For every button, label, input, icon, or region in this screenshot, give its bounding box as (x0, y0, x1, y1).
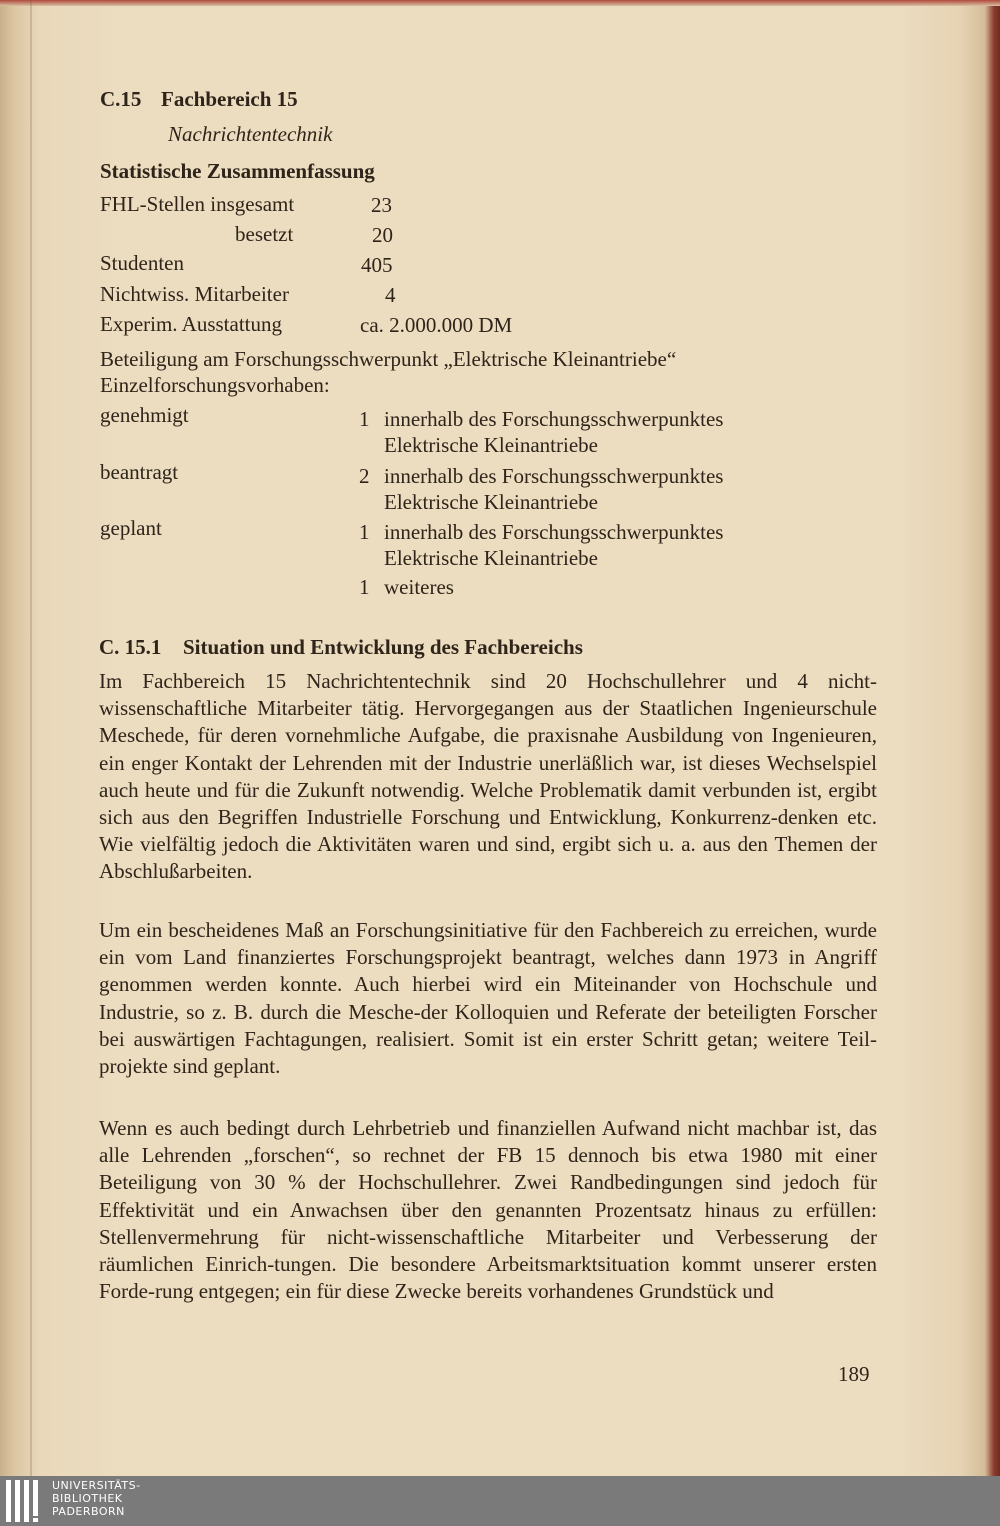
project-count: 1 (359, 520, 370, 544)
project-count: 1 (359, 407, 370, 431)
body-paragraph: Wenn es auch bedingt durch Lehrbetrieb und finanziellen Aufwand nicht machbar ist, das alle Lehrenden „forschen“, so rechnet der FB 15 dennoch bis etwa 1980 mit einer Beteiligung von 30 % der Hochschullehrer. Zwei Randbedingungen sind jedoch für Effektivität und ein Anwachsen über den genannten Prozentsatz hinaus zu erfüllen: Stellenvermehrung für nicht-wissenschaftliche Mitarbeiter und Verbesserung der räumlichen Einrich-tungen. Die besondere Arbeitsmarktsituation kommt unserer ersten Forde-rung entgegen; ein für diese Zwecke bereits vorhandenes Grundstück und (99, 1116, 877, 1304)
project-count: 2 (359, 464, 370, 488)
project-text: Elektrische Kleinantriebe (384, 433, 598, 457)
summary-label: FHL-Stellen insgesamt (100, 192, 295, 216)
subsection-code: C. 15.1 (99, 635, 162, 659)
summary-value: ca. 2.000.000 DM (360, 313, 513, 337)
library-footer (0, 1476, 1000, 1526)
project-text: innerhalb des Forschungsschwerpunktes (384, 464, 724, 488)
library-logo-text (52, 1479, 141, 1518)
project-status: genehmigt (100, 403, 189, 427)
project-text: Elektrische Kleinantriebe (384, 490, 598, 514)
participation-line: Beteiligung am Forschungsschwerpunkt „Elektrische Kleinantriebe“ (100, 347, 677, 371)
project-status: beantragt (100, 460, 179, 484)
summary-value: 23 (371, 193, 392, 217)
logo-line: BIBLIOTHEK (52, 1492, 123, 1505)
project-text: Elektrische Kleinantriebe (384, 546, 598, 570)
summary-heading: Statistische Zusammenfassung (100, 159, 375, 183)
body-paragraph: Um ein bescheidenes Maß an Forschungsinitiative für den Fachbereich zu erreichen, wurde ein vom Land finanziertes Forschungsprojekt beantragt, welches dann 1973 in Angriff genommen werden konnte. Auch hierbei wird ein Miteinander von Hochschule und Industrie, so z. B. durch die Mesche-der Kolloquien und Referate der beteiligten Forscher bei auswärtigen Fachtagungen, realisiert. Somit ist ein erster Schritt getan; weitere Teil-projekte sind geplant. (99, 918, 877, 1079)
section-subtitle: Nachrichtentechnik (168, 122, 333, 146)
logo-line: UNIVERSITÄTS- (52, 1479, 141, 1492)
summary-label: Experim. Ausstattung (100, 312, 282, 336)
project-text: weiteres (384, 575, 454, 599)
logo-line: PADERBORN (52, 1505, 125, 1518)
subsection-title: Situation und Entwicklung des Fachbereichs (183, 635, 583, 659)
page-number: 189 (838, 1362, 870, 1386)
section-title: Fachbereich 15 (161, 87, 298, 111)
projects-heading: Einzelforschungsvorhaben: (100, 373, 330, 397)
section-code: C.15 (100, 87, 142, 111)
summary-label: Nichtwiss. Mitarbeiter (100, 282, 289, 306)
body-paragraph: Im Fachbereich 15 Nachrichtentechnik sind 20 Hochschullehrer und 4 nicht-wissenschaftliche Mitarbeiter tätig. Hervorgegangen aus der Staatlichen Ingenieurschule Meschede, für deren vornehmliche Aufgabe, die praxisnahe Ausbildung von Ingenieuren, ein enger Kontakt der Lehrenden mit der Industrie unerläßlich war, ist dieses Wechselspiel auch heute und für die Zukunft notwendig. Welche Problematik damit verbunden ist, ergibt sich aus den Begriffen Industrielle Forschung und Entwicklung, Konkurrenz-denken etc. Wie vielfältig jedoch die Aktivitäten waren und sind, ergibt sich u. a. aus den Themen der Abschlußarbeiten. (99, 669, 877, 884)
summary-value: 405 (361, 253, 393, 277)
summary-value: 20 (372, 223, 393, 247)
project-text: innerhalb des Forschungsschwerpunktes (384, 520, 724, 544)
project-text: innerhalb des Forschungsschwerpunktes (384, 407, 724, 431)
summary-value: 4 (385, 283, 396, 307)
project-count: 1 (359, 575, 370, 599)
project-status: geplant (100, 516, 162, 540)
summary-label: Studenten (100, 251, 184, 275)
summary-label: besetzt (235, 222, 294, 246)
library-logo-icon (6, 1480, 46, 1522)
